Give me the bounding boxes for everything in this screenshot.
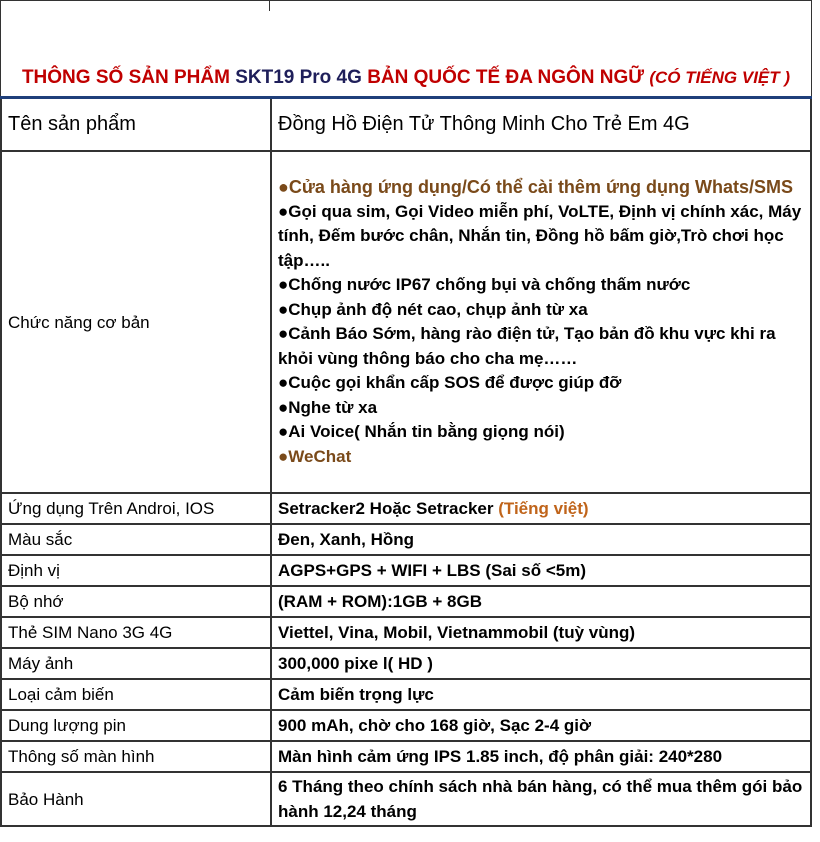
table-row xyxy=(1,151,811,493)
table-header-row xyxy=(1,98,811,152)
spec-table xyxy=(0,96,812,827)
feature-item: ●Chống nước IP67 chống bụi và chống thấm nước xyxy=(278,275,691,294)
row-value: 6 Tháng theo chính sách nhà bán hàng, có thể mua thêm gói bảo hành 12,24 tháng xyxy=(271,772,811,826)
header-label: Tên sản phẩm xyxy=(1,98,271,152)
app-name: Setracker2 Hoặc Setracker xyxy=(278,499,499,518)
table-row xyxy=(1,741,811,772)
row-value: (RAM + ROM):1GB + 8GB xyxy=(271,586,811,617)
row-value: Màn hình cảm ứng IPS 1.85 inch, độ phân giải: 240*280 xyxy=(271,741,811,772)
table-row xyxy=(1,586,811,617)
feature-item: ●Nghe từ xa xyxy=(278,397,378,417)
table-row xyxy=(1,493,811,524)
header-value: Đồng Hồ Điện Tử Thông Minh Cho Trẻ Em 4G xyxy=(271,98,811,152)
title-part-4: (CÓ TIẾNG VIỆT ) xyxy=(649,68,791,87)
feature-item: ●Cửa hàng ứng dụng/Có thể cài thêm ứng dụng Whats/SMS xyxy=(278,177,793,197)
row-label: Bảo Hành xyxy=(1,772,271,826)
table-row xyxy=(1,679,811,710)
page-title xyxy=(0,60,812,96)
row-value: Cảm biến trọng lực xyxy=(271,679,811,710)
row-label: Bộ nhớ xyxy=(1,586,271,617)
table-row xyxy=(1,555,811,586)
title-part-1: THÔNG SỐ SẢN PHẨM xyxy=(21,67,230,88)
feature-item: ●Cuộc gọi khẩn cấp SOS để được giúp đỡ xyxy=(278,373,622,392)
row-value: 300,000 pixe l( HD ) xyxy=(271,648,811,679)
title-part-3: BẢN QUỐC TẾ ĐA NGÔN NGỮ xyxy=(367,67,645,88)
row-label: Máy ảnh xyxy=(1,648,271,679)
title-model: SKT19 Pro 4G xyxy=(235,67,362,88)
row-value: Đen, Xanh, Hồng xyxy=(271,524,811,555)
features-list xyxy=(271,151,811,493)
feature-item: ●Ai Voice( Nhắn tin bằng giọng nói) xyxy=(278,422,565,441)
feature-item: ●WeChat xyxy=(278,446,352,466)
table-row xyxy=(1,617,811,648)
feature-item: ●Chụp ảnh độ nét cao, chụp ảnh từ xa xyxy=(278,299,588,319)
row-value: Viettel, Vina, Mobil, Vietnammobil (tuỳ vùng) xyxy=(271,617,811,648)
row-label: Màu sắc xyxy=(1,524,271,555)
row-label: Loại cảm biến xyxy=(1,679,271,710)
app-note: (Tiếng việt) xyxy=(498,499,589,518)
row-label: Dung lượng pin xyxy=(1,710,271,741)
row-label: Thông số màn hình xyxy=(1,741,271,772)
row-label: Định vị xyxy=(1,555,271,586)
row-label: Ứng dụng Trên Androi, IOS xyxy=(1,493,271,524)
features-label: Chức năng cơ bản xyxy=(1,151,271,493)
row-value: AGPS+GPS + WIFI + LBS (Sai số <5m) xyxy=(271,555,811,586)
feature-item: ●Cảnh Báo Sớm, hàng rào điện tử, Tạo bản đồ khu vực khi ra khỏi vùng thông báo cho cha mẹ…… xyxy=(278,324,776,368)
column-divider xyxy=(269,1,270,11)
feature-item: ●Gọi qua sim, Gọi Video miễn phí, VoLTE, Định vị chính xác, Máy tính, Đếm bước chân, Nhắn tin, Đồng hồ bấm giờ,Trò chơi học tập….. xyxy=(278,201,802,270)
top-strip xyxy=(0,0,812,60)
row-label: Thẻ SIM Nano 3G 4G xyxy=(1,617,271,648)
row-value xyxy=(271,493,811,524)
table-row xyxy=(1,710,811,741)
table-row xyxy=(1,772,811,826)
table-row xyxy=(1,648,811,679)
table-row xyxy=(1,524,811,555)
row-value: 900 mAh, chờ cho 168 giờ, Sạc 2-4 giờ xyxy=(271,710,811,741)
